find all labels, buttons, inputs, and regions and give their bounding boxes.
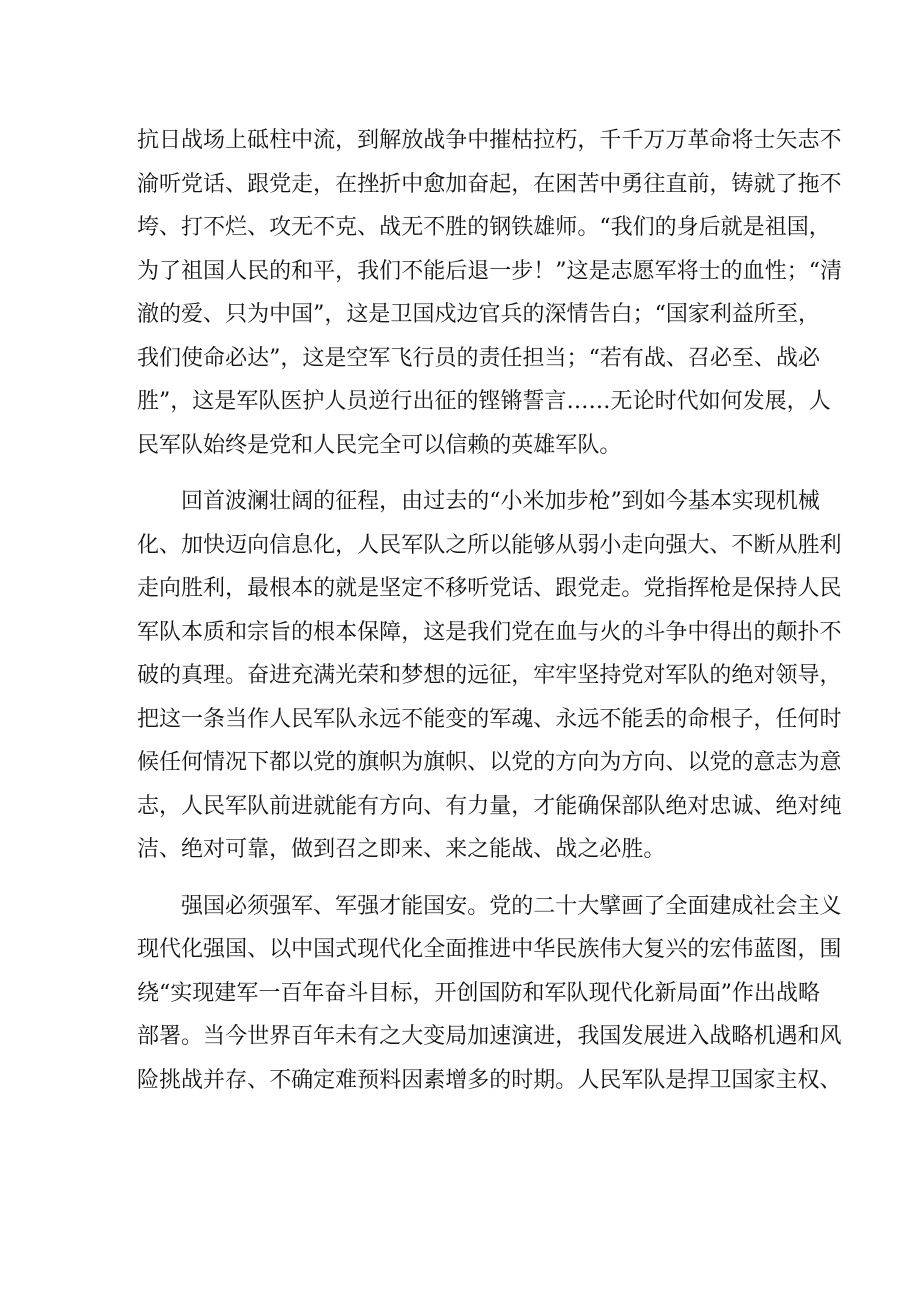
paragraph-line: 澈 的 爱 、 只 为 中 国 ” ， 这 是 卫 国 戍 边 官 兵 的 深 情 告 白 ； “ 国 家 利 益 所 至 ， [137,302,820,327]
paragraph-line: 为 了 祖 国 人 民 的 和 平 ， 我 们 不 能 后 退 一 步 ！ ” 这 是 志 愿 军 将 士 的 血 性 ； “ 清 [137,258,842,284]
paragraph-line: 抗 日 战 场 上 砥 柱 中 流 ， 到 解 放 战 争 中 摧 枯 拉 朽 ， 千 千 万 万 革 命 将 士 矢 志 不 [137,128,842,153]
paragraph-line: 走 向 胜 利 ， 最 根 本 的 就 是 坚 定 不 移 听 党 话 、 跟 党 走 。 党 指 挥 枪 是 保 持 人 民 [137,576,842,601]
paragraph-spacer [137,467,787,480]
paragraph-line: 我 们 使 命 必 达 ” ， 这 是 空 军 飞 行 员 的 责 任 担 当 ； “ 若 有 战 、 召 必 至 、 战 必 [137,345,820,371]
paragraph-line: 军 队 本 质 和 宗 旨 的 根 本 保 障 ， 这 是 我 们 党 在 血 与 火 的 斗 争 中 得 出 的 颠 扑 不 [137,619,842,645]
paragraph-2 [137,480,842,872]
paragraph-line: 险 挑 战 并 存 、 不 确 定 难 预 料 因 素 增 多 的 时 期 。 人 民 军 队 是 捍 卫 国 家 主 权 、 [137,1067,842,1093]
paragraph-line: 民 军 队 始 终 是 党 和 人 民 完 全 可 以 信 赖 的 英 雄 军 队 。 [137,432,622,458]
paragraph-line: 候 任 何 情 况 下 都 以 党 的 旗 帜 为 旗 帜 、 以 党 的 方 向 为 方 向 、 以 党 的 意 志 为 意 [137,750,842,775]
paragraph-line: 现 代 化 强 国 、 以 中 国 式 现 代 化 全 面 推 进 中 华 民 族 伟 大 复 兴 的 宏 伟 蓝 图 ， 围 [137,937,842,962]
paragraph-line: 化 、 加 快 迈 向 信 息 化 ， 人 民 军 队 之 所 以 能 够 从 弱 小 走 向 强 大 、 不 断 从 胜 利 [137,532,842,558]
paragraph-line: 破 的 真 理 。 奋 进 充 满 光 荣 和 梦 想 的 远 征 ， 牢 牢 坚 持 党 对 军 队 的 绝 对 领 导 ， [137,663,842,688]
paragraph-line: 渝 听 党 话 、 跟 党 走 ， 在 挫 折 中 愈 加 奋 起 ， 在 困 苦 中 勇 往 直 前 ， 铸 就 了 拖 不 [137,171,842,197]
paragraph-line: 洁 、 绝 对 可 靠 ， 做 到 召 之 即 来 、 来 之 能 战 、 战 之 必 胜 。 [137,837,666,862]
document-body [137,119,842,1102]
paragraph-3 [137,885,842,1103]
paragraph-line: 绕 “ 实 现 建 军 一 百 年 奋 斗 目 标 ， 开 创 国 防 和 军 队 现 代 化 新 局 面 ” 作 出 战 略 [137,980,820,1006]
paragraph-1 [137,119,842,467]
paragraph-spacer [137,872,787,885]
paragraph-line: 胜 ” ， 这 是 军 队 医 护 人 员 逆 行 出 征 的 铿 锵 誓 言 … … 无 论 时 代 如 何 发 展 ， 人 [137,389,831,414]
paragraph-line: 强 国 必 须 强 军 、 军 强 才 能 国 安 。 党 的 二 十 大 擘 画 了 全 面 建 成 社 会 主 义 [181,893,842,919]
paragraph-line: 回 首 波 澜 壮 阔 的 征 程 ， 由 过 去 的 “ 小 米 加 步 枪 ” 到 如 今 基 本 实 现 机 械 [181,489,820,514]
paragraph-line: 垮 、 打 不 烂 、 攻 无 不 克 、 战 无 不 胜 的 钢 铁 雄 师 。 “ 我 们 的 身 后 就 是 祖 国 ， [137,215,831,240]
paragraph-line: 部 署 。 当 今 世 界 百 年 未 有 之 大 变 局 加 速 演 进 ， 我 国 发 展 进 入 战 略 机 遇 和 风 [137,1024,842,1049]
paragraph-line: 志 ， 人 民 军 队 前 进 就 能 有 方 向 、 有 力 量 ， 才 能 确 保 部 队 绝 对 忠 诚 、 绝 对 纯 [137,793,842,819]
paragraph-line: 把 这 一 条 当 作 人 民 军 队 永 远 不 能 变 的 军 魂 、 永 远 不 能 丢 的 命 根 子 ， 任 何 时 [137,706,842,732]
